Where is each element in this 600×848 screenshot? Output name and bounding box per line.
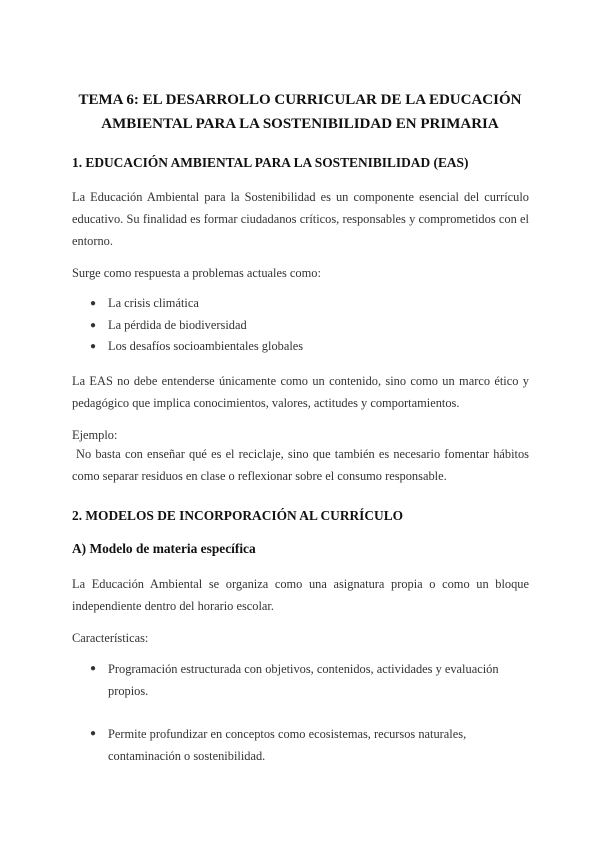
bullet-icon: ● [90, 728, 97, 739]
section-1-paragraph-2: La EAS no debe entenderse únicamente como un contenido, sino como un marco ético y pedagógico que implica conocimientos, valores, actitudes y comportamientos. [72, 374, 529, 410]
title-line-1: TEMA 6: EL DESARROLLO CURRICULAR DE LA EDUCACIÓN [78, 92, 522, 108]
list-item: ● Los desafíos socioambientales globales [90, 336, 303, 358]
characteristics-label: Características: [72, 631, 149, 645]
section-1-intro: Surge como respuesta a problemas actuales como: [72, 266, 321, 280]
title-line-2: AMBIENTAL PARA LA SOSTENIBILIDAD EN PRIMARIA [101, 116, 499, 132]
example-label: Ejemplo: [72, 428, 118, 442]
section-1-bullet-list [90, 293, 303, 358]
list-item: ● La crisis climática [90, 293, 303, 315]
section-1-paragraph-1: La Educación Ambiental para la Sostenibilidad es un componente esencial del currículo educativo. Su finalidad es formar ciudadanos críticos, responsables y comprometidos con el entorno. [72, 190, 529, 248]
bullet-icon: ● [90, 663, 97, 674]
section-1-heading: 1. EDUCACIÓN AMBIENTAL PARA LA SOSTENIBILIDAD (EAS) [72, 155, 469, 170]
bullet-icon: ● [90, 341, 97, 352]
document-title [60, 88, 540, 136]
example-text: No basta con enseñar qué es el reciclaje, sino que también es necesario fomentar hábitos como separar residuos en clase o reflexionar sobre el consumo responsable. [72, 447, 529, 483]
section-2-paragraph-1: La Educación Ambiental se organiza como una asignatura propia o como un bloque independiente dentro del horario escolar. [72, 577, 529, 613]
bullet-icon: ● [90, 298, 97, 309]
section-2-subheading: A) Modelo de materia específica [72, 541, 256, 556]
bullet-icon: ● [90, 319, 97, 331]
section-2-heading: 2. MODELOS DE INCORPORACIÓN AL CURRÍCULO [72, 508, 404, 523]
list-item: ● Programación estructurada con objetivos, contenidos, actividades y evaluación propios. [90, 658, 528, 702]
list-item: ● Permite profundizar en conceptos como ecosistemas, recursos naturales, contaminación o sostenibilidad. [90, 723, 528, 767]
list-item: ● La pérdida de biodiversidad [90, 315, 303, 337]
